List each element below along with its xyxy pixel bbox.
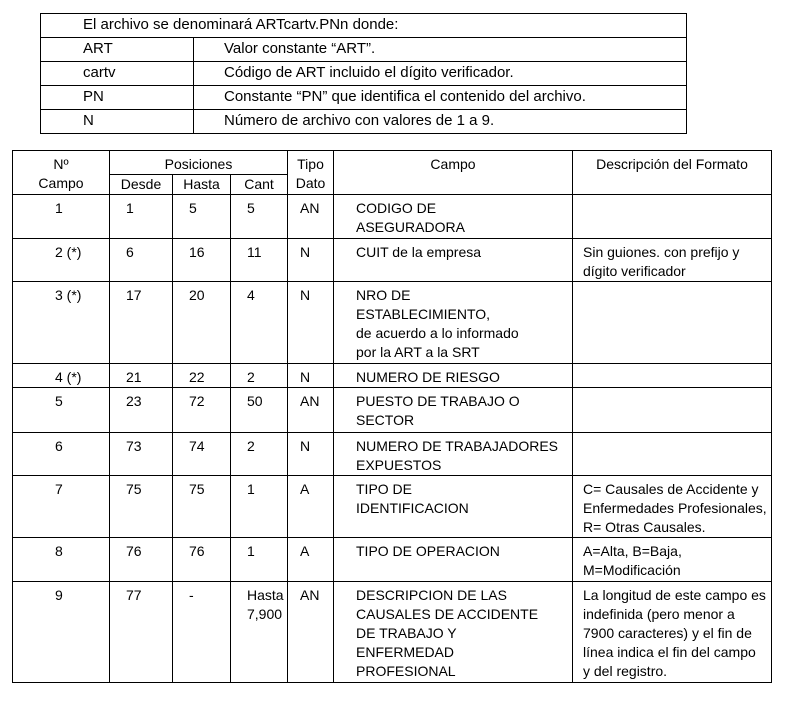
cell-cant-line: Hasta <box>247 587 284 603</box>
cell-campo <box>334 239 573 282</box>
naming-key: cartv <box>41 62 194 86</box>
cell-nro: 6 <box>13 433 110 476</box>
cell-descripcion <box>573 239 772 282</box>
table-row <box>13 195 772 239</box>
naming-key: N <box>41 110 194 134</box>
cell-campo <box>334 195 573 239</box>
cell-campo <box>334 433 573 476</box>
cell-cant: 11 <box>231 239 288 282</box>
cell-tipo: N <box>288 364 334 388</box>
cell-descripcion-line: A=Alta, B=Baja, <box>583 543 682 559</box>
cell-tipo: AN <box>288 582 334 683</box>
cell-cant: 2 <box>231 433 288 476</box>
header-nro <box>13 151 110 195</box>
cell-tipo: AN <box>288 195 334 239</box>
cell-tipo: N <box>288 239 334 282</box>
cell-campo-line: TIPO DE <box>356 481 413 497</box>
naming-row <box>41 110 687 134</box>
naming-value: Valor constante “ART”. <box>194 38 687 62</box>
cell-descripcion <box>573 538 772 582</box>
header-descripcion: Descripción del Formato <box>573 151 772 195</box>
cell-tipo: A <box>288 538 334 582</box>
cell-hasta: 74 <box>173 433 231 476</box>
naming-table <box>40 13 687 134</box>
cell-campo-line: NUMERO DE RIESGO <box>356 369 500 385</box>
cell-campo-line: DESCRIPCION DE LAS <box>356 587 507 603</box>
cell-desde: 6 <box>110 239 173 282</box>
header-campo: Campo <box>334 151 573 195</box>
cell-campo-line: EXPUESTOS <box>356 457 442 473</box>
cell-descripcion-line: indefinida (pero menor a <box>583 606 735 622</box>
cell-campo <box>334 476 573 538</box>
cell-descripcion-line: C= Causales de Accidente y <box>583 481 759 497</box>
cell-nro: 2 (*) <box>13 239 110 282</box>
header-tipo-line1: Tipo <box>297 156 324 172</box>
cell-hasta: - <box>173 582 231 683</box>
cell-descripcion <box>573 582 772 683</box>
header-nro-line2: Campo <box>38 175 84 191</box>
cell-cant: 5 <box>231 195 288 239</box>
cell-desde: 73 <box>110 433 173 476</box>
cell-tipo: N <box>288 282 334 364</box>
cell-desde: 17 <box>110 282 173 364</box>
cell-desde: 1 <box>110 195 173 239</box>
cell-tipo: A <box>288 476 334 538</box>
cell-campo-line: CODIGO DE <box>356 200 437 216</box>
cell-nro: 8 <box>13 538 110 582</box>
cell-campo-line: IDENTIFICACION <box>356 500 469 516</box>
cell-campo-line: CAUSALES DE ACCIDENTE <box>356 606 539 622</box>
header-cant: Cant <box>231 175 288 195</box>
cell-hasta: 16 <box>173 239 231 282</box>
header-tipo-line2: Dato <box>295 175 326 191</box>
fields-table <box>12 150 772 683</box>
cell-desde: 77 <box>110 582 173 683</box>
table-row <box>13 388 772 433</box>
header-hasta: Hasta <box>173 175 231 195</box>
cell-descripcion-line: y del registro. <box>583 663 668 679</box>
table-row <box>13 582 772 683</box>
cell-campo-line: NUMERO DE TRABAJADORES <box>356 438 558 454</box>
cell-cant: 1 <box>231 476 288 538</box>
cell-nro: 7 <box>13 476 110 538</box>
cell-descripcion-line: dígito verificador <box>583 263 686 279</box>
cell-hasta: 72 <box>173 388 231 433</box>
fields-header-row-1 <box>13 151 772 175</box>
cell-desde: 23 <box>110 388 173 433</box>
cell-desde: 76 <box>110 538 173 582</box>
table-row <box>13 538 772 582</box>
cell-campo-line: SECTOR <box>356 412 415 428</box>
naming-row <box>41 38 687 62</box>
cell-descripcion-line: La longitud de este campo es <box>583 587 766 603</box>
naming-header: El archivo se denominará ARTcartv.PNn donde: <box>41 14 687 38</box>
cell-nro: 3 (*) <box>13 282 110 364</box>
cell-desde: 21 <box>110 364 173 388</box>
cell-hasta: 5 <box>173 195 231 239</box>
cell-descripcion-line: M=Modificación <box>583 562 681 578</box>
cell-descripcion-line: R= Otras Causales. <box>583 519 706 535</box>
cell-cant: 50 <box>231 388 288 433</box>
naming-key: ART <box>41 38 194 62</box>
cell-descripcion <box>573 364 772 388</box>
cell-hasta: 76 <box>173 538 231 582</box>
cell-nro: 5 <box>13 388 110 433</box>
naming-key: PN <box>41 86 194 110</box>
cell-nro: 9 <box>13 582 110 683</box>
cell-campo-line: PUESTO DE TRABAJO O <box>356 393 520 409</box>
table-row <box>13 239 772 282</box>
table-row <box>13 282 772 364</box>
cell-campo-line: DE TRABAJO Y <box>356 625 457 641</box>
cell-campo-line: CUIT de la empresa <box>356 244 482 260</box>
cell-cant: 1 <box>231 538 288 582</box>
cell-campo-line: ASEGURADORA <box>356 219 465 235</box>
cell-campo-line: TIPO DE OPERACION <box>356 543 500 559</box>
header-posiciones: Posiciones <box>110 151 288 175</box>
cell-tipo: N <box>288 433 334 476</box>
cell-descripcion-line: 7900 caracteres) y el fin de <box>583 625 752 641</box>
naming-value: Constante “PN” que identifica el contenido del archivo. <box>194 86 687 110</box>
cell-descripcion-line: Enfermedades Profesionales, <box>583 500 767 516</box>
cell-desde: 75 <box>110 476 173 538</box>
table-row <box>13 364 772 388</box>
table-row <box>13 476 772 538</box>
naming-row <box>41 86 687 110</box>
cell-descripcion-line: Sin guiones. con prefijo y <box>583 244 740 260</box>
cell-campo-line: de acuerdo a lo informado <box>356 325 519 341</box>
cell-campo <box>334 388 573 433</box>
cell-descripcion <box>573 282 772 364</box>
table-row <box>13 433 772 476</box>
cell-campo-line: NRO DE <box>356 287 411 303</box>
cell-cant: 4 <box>231 282 288 364</box>
cell-descripcion-line: línea indica el fin del campo <box>583 644 756 660</box>
cell-descripcion <box>573 433 772 476</box>
cell-hasta: 20 <box>173 282 231 364</box>
naming-header-row <box>41 14 687 38</box>
cell-descripcion <box>573 476 772 538</box>
cell-cant: 2 <box>231 364 288 388</box>
cell-cant <box>231 582 288 683</box>
naming-row <box>41 62 687 86</box>
header-desde: Desde <box>110 175 173 195</box>
cell-campo <box>334 282 573 364</box>
naming-value: Número de archivo con valores de 1 a 9. <box>194 110 687 134</box>
cell-campo <box>334 582 573 683</box>
cell-descripcion <box>573 388 772 433</box>
cell-nro: 4 (*) <box>13 364 110 388</box>
cell-campo <box>334 538 573 582</box>
naming-value: Código de ART incluido el dígito verificador. <box>194 62 687 86</box>
cell-nro: 1 <box>13 195 110 239</box>
cell-hasta: 22 <box>173 364 231 388</box>
cell-cant-line: 7,900 <box>247 606 283 622</box>
cell-campo-line: ESTABLECIMIENTO, <box>356 306 491 322</box>
cell-descripcion <box>573 195 772 239</box>
header-nro-line1: Nº <box>53 156 69 172</box>
header-tipo <box>288 151 334 195</box>
cell-hasta: 75 <box>173 476 231 538</box>
cell-campo-line: por la ART a la SRT <box>356 344 480 360</box>
cell-campo <box>334 364 573 388</box>
cell-campo-line: PROFESIONAL <box>356 663 456 679</box>
cell-tipo: AN <box>288 388 334 433</box>
cell-campo-line: ENFERMEDAD <box>356 644 455 660</box>
